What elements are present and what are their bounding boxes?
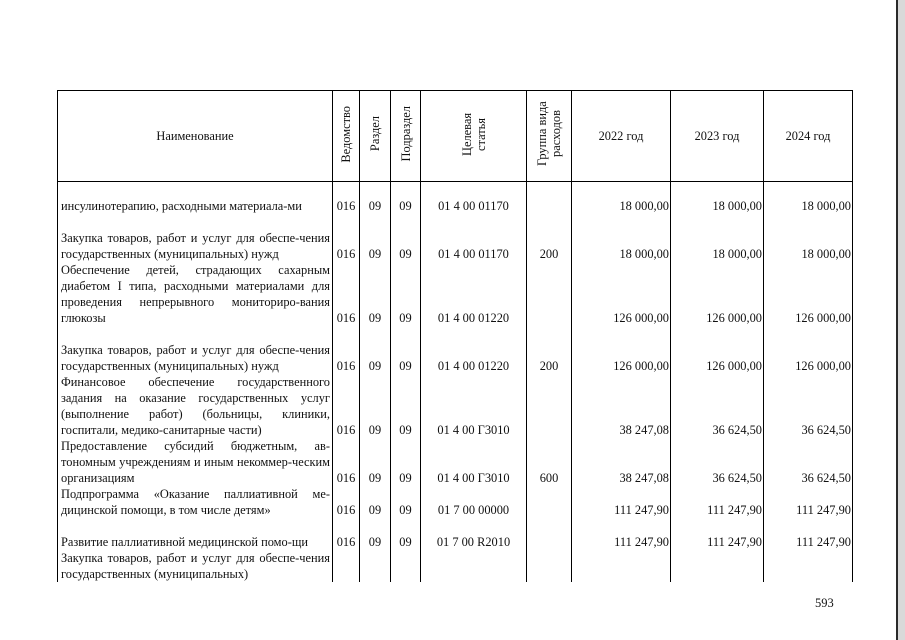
page-edge-shadow [898, 0, 905, 640]
header-ministry: Ведомство [333, 91, 360, 182]
table-row [58, 438, 853, 486]
budget-table [57, 90, 853, 582]
cell-subsection: 09 [391, 374, 421, 438]
cell-ministry: 016 [333, 438, 360, 486]
cell-ministry [333, 550, 360, 582]
cell-year-2023: 126 000,00 [671, 262, 764, 326]
cell-year-2023: 36 624,50 [671, 438, 764, 486]
cell-section: 09 [360, 262, 391, 326]
table-row [58, 326, 853, 374]
cell-year-2023: 111 247,90 [671, 518, 764, 550]
cell-expense-type [527, 550, 572, 582]
header-section: Раздел [360, 91, 391, 182]
cell-subsection [391, 550, 421, 582]
cell-name: Предоставление субсидий бюджетным, ав-тономным учреждениям и иным некоммер-ческим организациям [58, 438, 333, 486]
cell-expense-type [527, 374, 572, 438]
cell-year-2022: 18 000,00 [572, 182, 671, 214]
table-row [58, 550, 853, 582]
table-body [58, 182, 853, 582]
cell-year-2024: 126 000,00 [764, 326, 853, 374]
cell-name: Подпрограмма «Оказание паллиативной ме-дицинской помощи, в том числе детям» [58, 486, 333, 518]
table-row [58, 518, 853, 550]
cell-section: 09 [360, 326, 391, 374]
cell-year-2023: 111 247,90 [671, 486, 764, 518]
cell-year-2022: 111 247,90 [572, 518, 671, 550]
cell-section: 09 [360, 518, 391, 550]
cell-year-2022 [572, 550, 671, 582]
cell-ministry: 016 [333, 518, 360, 550]
cell-target-article: 01 4 00 Г3010 [421, 438, 527, 486]
cell-expense-type [527, 262, 572, 326]
cell-ministry: 016 [333, 214, 360, 262]
cell-name: Закупка товаров, работ и услуг для обеспе-чения государственных (муниципальных) нужд [58, 326, 333, 374]
cell-expense-type [527, 486, 572, 518]
cell-expense-type [527, 182, 572, 214]
cell-expense-type: 600 [527, 438, 572, 486]
cell-target-article: 01 4 00 01170 [421, 182, 527, 214]
table-row [58, 182, 853, 214]
cell-subsection: 09 [391, 438, 421, 486]
cell-section: 09 [360, 214, 391, 262]
cell-year-2024 [764, 550, 853, 582]
table-row [58, 374, 853, 438]
cell-target-article: 01 4 00 Г3010 [421, 374, 527, 438]
cell-target-article: 01 7 00 R2010 [421, 518, 527, 550]
header-row [58, 91, 853, 182]
cell-year-2022: 18 000,00 [572, 214, 671, 262]
cell-ministry: 016 [333, 374, 360, 438]
header-expense-type: Группа вида расходов [527, 91, 572, 182]
cell-target-article: 01 4 00 01220 [421, 326, 527, 374]
header-target-article: Целевая статья [421, 91, 527, 182]
cell-name: Закупка товаров, работ и услуг для обеспе-чения государственных (муниципальных) нужд [58, 214, 333, 262]
table-row [58, 486, 853, 518]
cell-year-2024: 126 000,00 [764, 262, 853, 326]
cell-expense-type [527, 518, 572, 550]
cell-name: Закупка товаров, работ и услуг для обеспе-чения государственных (муниципальных) [58, 550, 333, 582]
cell-ministry: 016 [333, 262, 360, 326]
table-row [58, 214, 853, 262]
cell-year-2022: 126 000,00 [572, 326, 671, 374]
cell-year-2023 [671, 550, 764, 582]
header-year-2022: 2022 год [572, 91, 671, 182]
cell-name: Обеспечение детей, страдающих сахарным диабетом I типа, расходными материалами для проведения непрерывного мониториро-вания глюкозы [58, 262, 333, 326]
cell-year-2024: 36 624,50 [764, 438, 853, 486]
cell-subsection: 09 [391, 182, 421, 214]
cell-year-2022: 38 247,08 [572, 374, 671, 438]
cell-year-2024: 18 000,00 [764, 214, 853, 262]
cell-year-2022: 126 000,00 [572, 262, 671, 326]
cell-target-article: 01 7 00 00000 [421, 486, 527, 518]
cell-ministry: 016 [333, 326, 360, 374]
cell-section: 09 [360, 182, 391, 214]
cell-section: 09 [360, 374, 391, 438]
cell-subsection: 09 [391, 214, 421, 262]
cell-year-2024: 36 624,50 [764, 374, 853, 438]
cell-ministry: 016 [333, 486, 360, 518]
cell-name: инсулинотерапию, расходными материала-ми [58, 182, 333, 214]
cell-year-2023: 18 000,00 [671, 182, 764, 214]
cell-expense-type: 200 [527, 214, 572, 262]
cell-target-article [421, 550, 527, 582]
header-year-2023: 2023 год [671, 91, 764, 182]
cell-year-2024: 111 247,90 [764, 518, 853, 550]
cell-year-2022: 38 247,08 [572, 438, 671, 486]
header-name: Наименование [58, 91, 333, 182]
header-year-2024: 2024 год [764, 91, 853, 182]
cell-ministry: 016 [333, 182, 360, 214]
cell-section: 09 [360, 486, 391, 518]
cell-target-article: 01 4 00 01170 [421, 214, 527, 262]
cell-year-2023: 126 000,00 [671, 326, 764, 374]
cell-year-2024: 18 000,00 [764, 182, 853, 214]
header-subsection: Подраздел [391, 91, 421, 182]
cell-name: Финансовое обеспечение государственного задания на оказание государственных услуг (выполнение работ) (больницы, клиники, госпитали, медико-санитарные части) [58, 374, 333, 438]
cell-year-2023: 36 624,50 [671, 374, 764, 438]
cell-subsection: 09 [391, 486, 421, 518]
cell-year-2022: 111 247,90 [572, 486, 671, 518]
cell-subsection: 09 [391, 326, 421, 374]
cell-target-article: 01 4 00 01220 [421, 262, 527, 326]
cell-name: Развитие паллиативной медицинской помо-щи [58, 518, 333, 550]
cell-section: 09 [360, 438, 391, 486]
table-row [58, 262, 853, 326]
page-number: 593 [815, 596, 834, 610]
cell-year-2023: 18 000,00 [671, 214, 764, 262]
table-header [58, 91, 853, 182]
cell-expense-type: 200 [527, 326, 572, 374]
cell-subsection: 09 [391, 518, 421, 550]
cell-section [360, 550, 391, 582]
cell-year-2024: 111 247,90 [764, 486, 853, 518]
cell-subsection: 09 [391, 262, 421, 326]
